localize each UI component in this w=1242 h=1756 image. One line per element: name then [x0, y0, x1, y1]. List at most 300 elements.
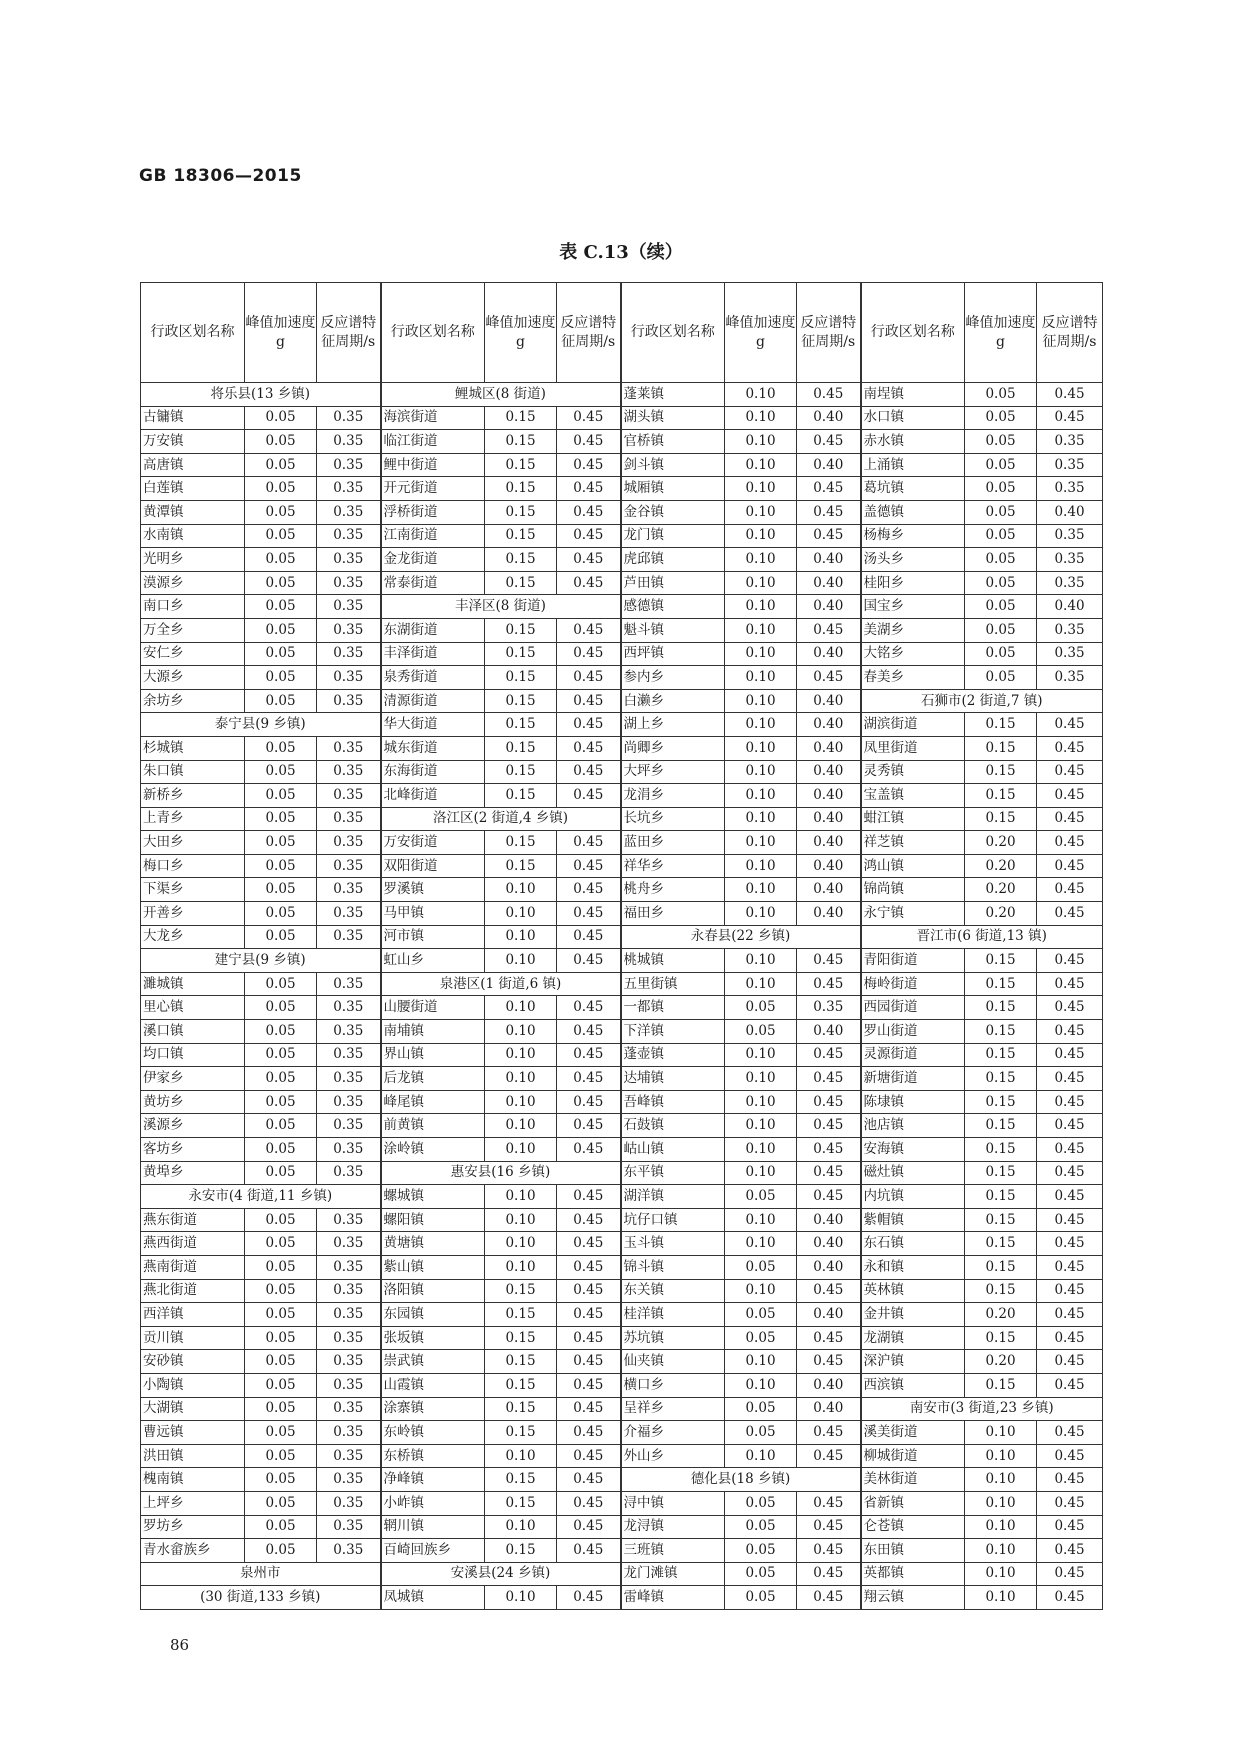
characteristic-period: 0.45 — [797, 1138, 861, 1162]
division-name: 紫帽镇 — [861, 1208, 965, 1232]
characteristic-period: 0.45 — [1037, 807, 1103, 831]
division-name: 曹远镇 — [141, 1421, 245, 1445]
peak-acceleration: 0.05 — [245, 736, 317, 760]
characteristic-period: 0.45 — [797, 666, 861, 690]
division-name: 呈祥乡 — [621, 1397, 725, 1421]
division-name: 尚卿乡 — [621, 736, 725, 760]
characteristic-period: 0.45 — [1037, 1185, 1103, 1209]
peak-acceleration: 0.10 — [725, 383, 797, 407]
table-row — [141, 1114, 1103, 1138]
header-period: 反应谱特征周期/s — [557, 283, 621, 383]
characteristic-period: 0.45 — [557, 1397, 621, 1421]
peak-acceleration: 0.05 — [245, 689, 317, 713]
characteristic-period: 0.40 — [797, 1373, 861, 1397]
characteristic-period: 0.45 — [1037, 1043, 1103, 1067]
peak-acceleration: 0.10 — [725, 666, 797, 690]
region-group-header: 晋江市(6 街道,13 镇) — [861, 925, 1103, 949]
characteristic-period: 0.35 — [317, 1303, 381, 1327]
division-name: 杉城镇 — [141, 736, 245, 760]
characteristic-period: 0.45 — [557, 500, 621, 524]
table-row — [141, 571, 1103, 595]
characteristic-period: 0.45 — [557, 902, 621, 926]
division-name: 湖头镇 — [621, 406, 725, 430]
division-name: 龙湖镇 — [861, 1326, 965, 1350]
table-row — [141, 925, 1103, 949]
characteristic-period: 0.35 — [317, 477, 381, 501]
characteristic-period: 0.35 — [317, 1279, 381, 1303]
characteristic-period: 0.45 — [557, 618, 621, 642]
peak-acceleration: 0.10 — [485, 1185, 557, 1209]
table-row — [141, 996, 1103, 1020]
division-name: 紫山镇 — [381, 1255, 485, 1279]
table-row — [141, 1326, 1103, 1350]
characteristic-period: 0.45 — [1037, 949, 1103, 973]
characteristic-period: 0.35 — [317, 571, 381, 595]
characteristic-period: 0.45 — [797, 1562, 861, 1586]
division-name: 后龙镇 — [381, 1067, 485, 1091]
peak-acceleration: 0.10 — [725, 1350, 797, 1374]
division-name: 鸿山镇 — [861, 854, 965, 878]
division-name: 西园街道 — [861, 996, 965, 1020]
division-name: 洛阳镇 — [381, 1279, 485, 1303]
characteristic-period: 0.45 — [557, 784, 621, 808]
peak-acceleration: 0.20 — [965, 831, 1037, 855]
table-row — [141, 548, 1103, 572]
division-name: 城厢镇 — [621, 477, 725, 501]
characteristic-period: 0.45 — [1037, 1020, 1103, 1044]
table-row — [141, 831, 1103, 855]
table-row — [141, 500, 1103, 524]
division-name: 金井镇 — [861, 1303, 965, 1327]
table-row — [141, 1539, 1103, 1563]
peak-acceleration: 0.10 — [725, 500, 797, 524]
table-row — [141, 1515, 1103, 1539]
division-name: 浔中镇 — [621, 1491, 725, 1515]
peak-acceleration: 0.10 — [725, 1090, 797, 1114]
division-name: 剑斗镇 — [621, 453, 725, 477]
table-row — [141, 430, 1103, 454]
table-header-row — [141, 283, 1103, 383]
division-name: 燕南街道 — [141, 1255, 245, 1279]
table-row — [141, 972, 1103, 996]
peak-acceleration: 0.15 — [485, 642, 557, 666]
characteristic-period: 0.45 — [557, 996, 621, 1020]
peak-acceleration: 0.15 — [485, 1350, 557, 1374]
table-row — [141, 1491, 1103, 1515]
peak-acceleration: 0.10 — [485, 1515, 557, 1539]
division-name: 湖上乡 — [621, 713, 725, 737]
peak-acceleration: 0.15 — [485, 736, 557, 760]
header-name: 行政区划名称 — [621, 283, 725, 383]
peak-acceleration: 0.05 — [725, 1303, 797, 1327]
division-name: 余坊乡 — [141, 689, 245, 713]
peak-acceleration: 0.05 — [245, 453, 317, 477]
characteristic-period: 0.40 — [797, 689, 861, 713]
region-group-header: 永安市(4 街道,11 乡镇) — [141, 1185, 381, 1209]
division-name: 溪口镇 — [141, 1020, 245, 1044]
peak-acceleration: 0.10 — [965, 1421, 1037, 1445]
peak-acceleration: 0.10 — [965, 1586, 1037, 1610]
division-name: 黄埠乡 — [141, 1161, 245, 1185]
peak-acceleration: 0.10 — [725, 902, 797, 926]
division-name: 青水畲族乡 — [141, 1539, 245, 1563]
header-name: 行政区划名称 — [861, 283, 965, 383]
characteristic-period: 0.45 — [557, 854, 621, 878]
characteristic-period: 0.45 — [1037, 1562, 1103, 1586]
division-name: 汤头乡 — [861, 548, 965, 572]
peak-acceleration: 0.05 — [965, 571, 1037, 595]
peak-acceleration: 0.05 — [725, 1491, 797, 1515]
header-pga: 峰值加速度g — [725, 283, 797, 383]
division-name: 参内乡 — [621, 666, 725, 690]
peak-acceleration: 0.15 — [485, 854, 557, 878]
division-name: 桂洋镇 — [621, 1303, 725, 1327]
characteristic-period: 0.45 — [797, 1350, 861, 1374]
table-row — [141, 453, 1103, 477]
division-name: 丰泽街道 — [381, 642, 485, 666]
peak-acceleration: 0.10 — [485, 1586, 557, 1610]
peak-acceleration: 0.10 — [485, 1138, 557, 1162]
peak-acceleration: 0.15 — [485, 713, 557, 737]
peak-acceleration: 0.05 — [965, 642, 1037, 666]
peak-acceleration: 0.05 — [245, 1326, 317, 1350]
characteristic-period: 0.45 — [1037, 972, 1103, 996]
division-name: 虹山乡 — [381, 949, 485, 973]
region-group-header: 石狮市(2 街道,7 镇) — [861, 689, 1103, 713]
peak-acceleration: 0.05 — [245, 925, 317, 949]
peak-acceleration: 0.05 — [245, 1444, 317, 1468]
peak-acceleration: 0.05 — [245, 1468, 317, 1492]
characteristic-period: 0.35 — [317, 996, 381, 1020]
table-row — [141, 1350, 1103, 1374]
header-period: 反应谱特征周期/s — [317, 283, 381, 383]
division-name: 盖德镇 — [861, 500, 965, 524]
peak-acceleration: 0.20 — [965, 902, 1037, 926]
peak-acceleration: 0.15 — [485, 784, 557, 808]
peak-acceleration: 0.05 — [965, 477, 1037, 501]
characteristic-period: 0.45 — [1037, 878, 1103, 902]
peak-acceleration: 0.10 — [965, 1468, 1037, 1492]
peak-acceleration: 0.15 — [485, 1539, 557, 1563]
peak-acceleration: 0.05 — [725, 1326, 797, 1350]
division-name: 省新镇 — [861, 1491, 965, 1515]
division-name: 开善乡 — [141, 902, 245, 926]
characteristic-period: 0.45 — [797, 1326, 861, 1350]
division-name: 万全乡 — [141, 618, 245, 642]
peak-acceleration: 0.05 — [725, 1255, 797, 1279]
division-name: 宝盖镇 — [861, 784, 965, 808]
characteristic-period: 0.45 — [557, 1090, 621, 1114]
peak-acceleration: 0.05 — [245, 1373, 317, 1397]
peak-acceleration: 0.15 — [965, 1020, 1037, 1044]
peak-acceleration: 0.15 — [965, 1138, 1037, 1162]
characteristic-period: 0.45 — [797, 477, 861, 501]
characteristic-period: 0.35 — [317, 1232, 381, 1256]
peak-acceleration: 0.15 — [965, 736, 1037, 760]
peak-acceleration: 0.05 — [725, 1397, 797, 1421]
characteristic-period: 0.45 — [557, 1491, 621, 1515]
division-name: 燕西街道 — [141, 1232, 245, 1256]
characteristic-period: 0.40 — [797, 736, 861, 760]
peak-acceleration: 0.05 — [245, 500, 317, 524]
division-name: 福田乡 — [621, 902, 725, 926]
division-name: 净峰镇 — [381, 1468, 485, 1492]
characteristic-period: 0.45 — [557, 453, 621, 477]
peak-acceleration: 0.10 — [725, 642, 797, 666]
characteristic-period: 0.35 — [317, 1161, 381, 1185]
peak-acceleration: 0.05 — [245, 1303, 317, 1327]
characteristic-period: 0.45 — [797, 383, 861, 407]
region-group-header: 南安市(3 街道,23 乡镇) — [861, 1397, 1103, 1421]
peak-acceleration: 0.20 — [965, 878, 1037, 902]
characteristic-period: 0.45 — [1037, 1586, 1103, 1610]
division-name: 鲤中街道 — [381, 453, 485, 477]
peak-acceleration: 0.10 — [965, 1539, 1037, 1563]
table-row — [141, 854, 1103, 878]
table-row — [141, 878, 1103, 902]
division-name: 小陶镇 — [141, 1373, 245, 1397]
page-number: 86 — [170, 1636, 190, 1654]
peak-acceleration: 0.05 — [965, 666, 1037, 690]
peak-acceleration: 0.15 — [485, 831, 557, 855]
characteristic-period: 0.35 — [317, 831, 381, 855]
region-group-header: 泰宁县(9 乡镇) — [141, 713, 381, 737]
peak-acceleration: 0.15 — [485, 571, 557, 595]
division-name: 东岭镇 — [381, 1421, 485, 1445]
peak-acceleration: 0.15 — [965, 713, 1037, 737]
division-name: 新桥乡 — [141, 784, 245, 808]
table-row — [141, 1255, 1103, 1279]
table-row — [141, 1043, 1103, 1067]
division-name: 虎邱镇 — [621, 548, 725, 572]
peak-acceleration: 0.10 — [485, 996, 557, 1020]
division-name: 南埕镇 — [861, 383, 965, 407]
peak-acceleration: 0.10 — [725, 784, 797, 808]
division-name: 清源街道 — [381, 689, 485, 713]
division-name: 东平镇 — [621, 1161, 725, 1185]
peak-acceleration: 0.15 — [485, 548, 557, 572]
peak-acceleration: 0.10 — [725, 807, 797, 831]
peak-acceleration: 0.05 — [245, 784, 317, 808]
table-row — [141, 406, 1103, 430]
division-name: 漠源乡 — [141, 571, 245, 595]
peak-acceleration: 0.05 — [965, 406, 1037, 430]
division-name: 泉秀街道 — [381, 666, 485, 690]
division-name: 仑苍镇 — [861, 1515, 965, 1539]
region-group-header: 将乐县(13 乡镇) — [141, 383, 381, 407]
peak-acceleration: 0.05 — [245, 1350, 317, 1374]
characteristic-period: 0.35 — [797, 996, 861, 1020]
characteristic-period: 0.40 — [797, 571, 861, 595]
characteristic-period: 0.35 — [317, 972, 381, 996]
division-name: 国宝乡 — [861, 595, 965, 619]
division-name: 水口镇 — [861, 406, 965, 430]
characteristic-period: 0.35 — [1037, 571, 1103, 595]
characteristic-period: 0.35 — [317, 1020, 381, 1044]
characteristic-period: 0.45 — [797, 1421, 861, 1445]
peak-acceleration: 0.15 — [965, 1090, 1037, 1114]
characteristic-period: 0.40 — [797, 878, 861, 902]
division-name: 罗坊乡 — [141, 1515, 245, 1539]
table-row — [141, 1020, 1103, 1044]
division-name: 蓝田乡 — [621, 831, 725, 855]
characteristic-period: 0.35 — [317, 1515, 381, 1539]
peak-acceleration: 0.05 — [725, 1421, 797, 1445]
characteristic-period: 0.45 — [557, 1043, 621, 1067]
table-row — [141, 1303, 1103, 1327]
characteristic-period: 0.45 — [1037, 383, 1103, 407]
characteristic-period: 0.35 — [317, 642, 381, 666]
characteristic-period: 0.35 — [317, 1373, 381, 1397]
header-pga: 峰值加速度g — [965, 283, 1037, 383]
peak-acceleration: 0.05 — [245, 854, 317, 878]
peak-acceleration: 0.05 — [725, 1515, 797, 1539]
table-row — [141, 1421, 1103, 1445]
division-name: 凤城镇 — [381, 1586, 485, 1610]
peak-acceleration: 0.15 — [485, 1468, 557, 1492]
characteristic-period: 0.35 — [317, 854, 381, 878]
characteristic-period: 0.35 — [317, 406, 381, 430]
division-name: 万安镇 — [141, 430, 245, 454]
division-name: 白濑乡 — [621, 689, 725, 713]
table-row — [141, 1232, 1103, 1256]
characteristic-period: 0.45 — [797, 1515, 861, 1539]
region-group-header: 泉港区(1 街道,6 镇) — [381, 972, 621, 996]
characteristic-period: 0.45 — [797, 1539, 861, 1563]
table-row — [141, 1586, 1103, 1610]
division-name: 苏坑镇 — [621, 1326, 725, 1350]
characteristic-period: 0.45 — [1037, 1421, 1103, 1445]
division-name: 西坪镇 — [621, 642, 725, 666]
division-name: 深沪镇 — [861, 1350, 965, 1374]
characteristic-period: 0.45 — [797, 618, 861, 642]
division-name: 海滨街道 — [381, 406, 485, 430]
division-name: 仙夹镇 — [621, 1350, 725, 1374]
division-name: 燕东街道 — [141, 1208, 245, 1232]
division-name: 河市镇 — [381, 925, 485, 949]
peak-acceleration: 0.05 — [245, 430, 317, 454]
characteristic-period: 0.45 — [1037, 1114, 1103, 1138]
division-name: 百崎回族乡 — [381, 1539, 485, 1563]
division-name: 罗溪镇 — [381, 878, 485, 902]
peak-acceleration: 0.15 — [965, 1326, 1037, 1350]
peak-acceleration: 0.05 — [245, 902, 317, 926]
characteristic-period: 0.45 — [557, 1468, 621, 1492]
header-pga: 峰值加速度g — [245, 283, 317, 383]
characteristic-period: 0.45 — [557, 406, 621, 430]
peak-acceleration: 0.10 — [725, 831, 797, 855]
division-name: 上涌镇 — [861, 453, 965, 477]
peak-acceleration: 0.10 — [725, 1161, 797, 1185]
division-name: 外山乡 — [621, 1444, 725, 1468]
characteristic-period: 0.35 — [317, 878, 381, 902]
division-name: 界山镇 — [381, 1043, 485, 1067]
peak-acceleration: 0.05 — [245, 1114, 317, 1138]
division-name: 金龙街道 — [381, 548, 485, 572]
peak-acceleration: 0.10 — [725, 1138, 797, 1162]
characteristic-period: 0.40 — [797, 784, 861, 808]
division-name: 锦尚镇 — [861, 878, 965, 902]
division-name: 华大街道 — [381, 713, 485, 737]
division-name: 西滨镇 — [861, 1373, 965, 1397]
characteristic-period: 0.45 — [557, 1373, 621, 1397]
characteristic-period: 0.45 — [557, 524, 621, 548]
division-name: 一都镇 — [621, 996, 725, 1020]
characteristic-period: 0.45 — [797, 1491, 861, 1515]
characteristic-period: 0.45 — [557, 689, 621, 713]
division-name: 东海街道 — [381, 760, 485, 784]
table-row — [141, 1373, 1103, 1397]
characteristic-period: 0.45 — [557, 1185, 621, 1209]
characteristic-period: 0.45 — [1037, 854, 1103, 878]
division-name: 涂岭镇 — [381, 1138, 485, 1162]
peak-acceleration: 0.15 — [485, 1491, 557, 1515]
division-name: 洪田镇 — [141, 1444, 245, 1468]
division-name: 龙涓乡 — [621, 784, 725, 808]
division-name: 东园镇 — [381, 1303, 485, 1327]
characteristic-period: 0.35 — [1037, 548, 1103, 572]
peak-acceleration: 0.15 — [485, 1303, 557, 1327]
characteristic-period: 0.45 — [797, 1586, 861, 1610]
division-name: 岵山镇 — [621, 1138, 725, 1162]
peak-acceleration: 0.10 — [485, 878, 557, 902]
peak-acceleration: 0.05 — [965, 383, 1037, 407]
table-row — [141, 1279, 1103, 1303]
peak-acceleration: 0.15 — [485, 689, 557, 713]
peak-acceleration: 0.10 — [725, 548, 797, 572]
division-name: 古镛镇 — [141, 406, 245, 430]
region-group-header: 鲤城区(8 街道) — [381, 383, 621, 407]
peak-acceleration: 0.10 — [725, 524, 797, 548]
characteristic-period: 0.45 — [557, 713, 621, 737]
peak-acceleration: 0.15 — [965, 1279, 1037, 1303]
division-name: 白莲镇 — [141, 477, 245, 501]
division-name: 北峰街道 — [381, 784, 485, 808]
characteristic-period: 0.45 — [557, 430, 621, 454]
table-row — [141, 713, 1103, 737]
characteristic-period: 0.45 — [1037, 1468, 1103, 1492]
peak-acceleration: 0.05 — [245, 548, 317, 572]
peak-acceleration: 0.15 — [965, 760, 1037, 784]
division-name: 上坪乡 — [141, 1491, 245, 1515]
division-name: 五里街镇 — [621, 972, 725, 996]
characteristic-period: 0.40 — [797, 760, 861, 784]
characteristic-period: 0.45 — [557, 760, 621, 784]
peak-acceleration: 0.10 — [485, 1043, 557, 1067]
characteristic-period: 0.45 — [797, 972, 861, 996]
region-group-header: 洛江区(2 街道,4 乡镇) — [381, 807, 621, 831]
peak-acceleration: 0.15 — [965, 1232, 1037, 1256]
division-name: 溪源乡 — [141, 1114, 245, 1138]
table-row — [141, 1185, 1103, 1209]
table-row — [141, 1138, 1103, 1162]
peak-acceleration: 0.05 — [245, 1491, 317, 1515]
peak-acceleration: 0.10 — [725, 689, 797, 713]
division-name: 开元街道 — [381, 477, 485, 501]
division-name: 马甲镇 — [381, 902, 485, 926]
peak-acceleration: 0.10 — [725, 477, 797, 501]
peak-acceleration: 0.15 — [485, 453, 557, 477]
division-name: 东湖街道 — [381, 618, 485, 642]
division-name: 水南镇 — [141, 524, 245, 548]
division-name: 均口镇 — [141, 1043, 245, 1067]
characteristic-period: 0.45 — [797, 524, 861, 548]
peak-acceleration: 0.10 — [965, 1491, 1037, 1515]
division-name: 螺城镇 — [381, 1185, 485, 1209]
peak-acceleration: 0.05 — [725, 1539, 797, 1563]
region-group-header: 泉州市 — [141, 1562, 381, 1586]
peak-acceleration: 0.05 — [245, 1020, 317, 1044]
